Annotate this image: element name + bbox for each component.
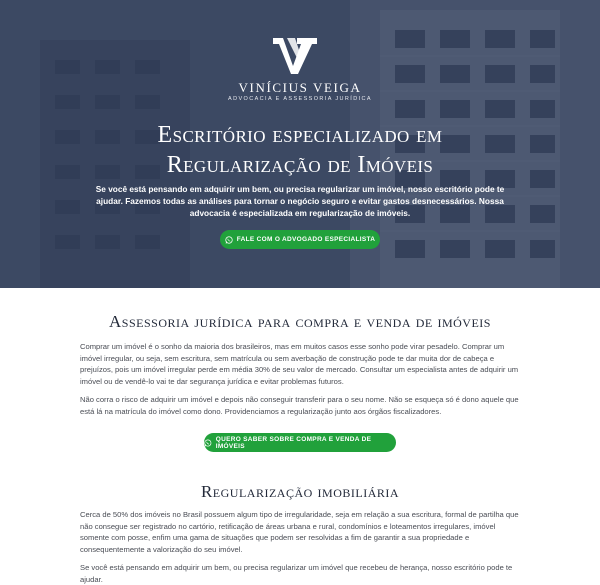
buy-sell-info-button-label: QUERO SABER SOBRE COMPRA E VENDA DE IMÓVEIS: [215, 435, 372, 450]
hero-banner: [0, 0, 600, 288]
brand-name: VINÍCIUS VEIGA: [238, 80, 362, 95]
hero-title-line1: Escritório especializado em: [157, 122, 443, 148]
section-buy-sell-paragraph-2: Não corra o risco de adquirir um imóvel e depois não conseguir transferir para o seu nome. Não se esqueça só é dono aquele que está lá na matrícula do imóvel como dono. Providenciamos a regularização junto aos órgãos fiscalizadores.: [80, 395, 519, 416]
brand-subtitle: ADVOCACIA E ASSESSORIA JURÍDICA: [228, 96, 372, 102]
section-buy-sell-paragraph-1: Comprar um imóvel é o sonho da maioria dos brasileiros, mas em muitos casos esse sonho pode virar pesadelo. Comprar um imóvel irregular, ou seja, sem escritura, sem matrícula ou sem averbação de construção pode te dar muita dor de cabeça e prejuízos, pois um imóvel irregular perde em média 30% de seu valor de mercado. Consultar um especialista antes de adquirir um imóvel ou de vendê-lo vai te dar segurança jurídica e evitar problemas futuros.: [80, 342, 519, 386]
hero-title: [60, 120, 540, 180]
contact-lawyer-button-label: FALE COM O ADVOGADO ESPECIALISTA: [236, 236, 376, 243]
whatsapp-icon: [204, 439, 212, 447]
buy-sell-info-button[interactable]: [204, 433, 396, 452]
vv-logo-icon: [271, 36, 319, 76]
section-regularization-paragraph-1: Cerca de 50% dos imóveis no Brasil possuem algum tipo de irregularidade, seja em relação a sua escritura, formal de partilha que não consegue ser registrado no cartório, retificação de áreas urbana e rural, condomínios e loteamentos irregulares, imóvel somente com posse, enfim uma gama de situações que podem ser resolvidas a fim de garantir a sua propriedade e consequentemente a valorização do seu imóvel.: [80, 510, 519, 554]
section-regularization-title: Regularização imobiliária: [200, 482, 400, 501]
section-buy-sell-title: Assessoria jurídica para compra e venda de imóveis: [109, 312, 491, 331]
hero-title-line2: Regularização de Imóveis: [166, 152, 434, 178]
section-buy-sell: [0, 288, 600, 458]
whatsapp-icon: [225, 236, 233, 244]
section-regularization: [0, 470, 600, 584]
hero-description: Se você está pensando em adquirir um bem, ou precisa regularizar um imóvel, nosso escritório pode te ajudar. Fazemos todas as análises para tornar o negócio seguro e evitar gastos desnecessários. Nossa advocacia é especializada em regularização de imóveis.: [95, 184, 505, 219]
contact-lawyer-button[interactable]: [220, 230, 380, 249]
section-regularization-paragraph-2: Se você está pensando em adquirir um bem, ou precisa regularizar um imóvel que recebeu de herança, nosso escritório pode te ajudar.: [80, 563, 513, 584]
